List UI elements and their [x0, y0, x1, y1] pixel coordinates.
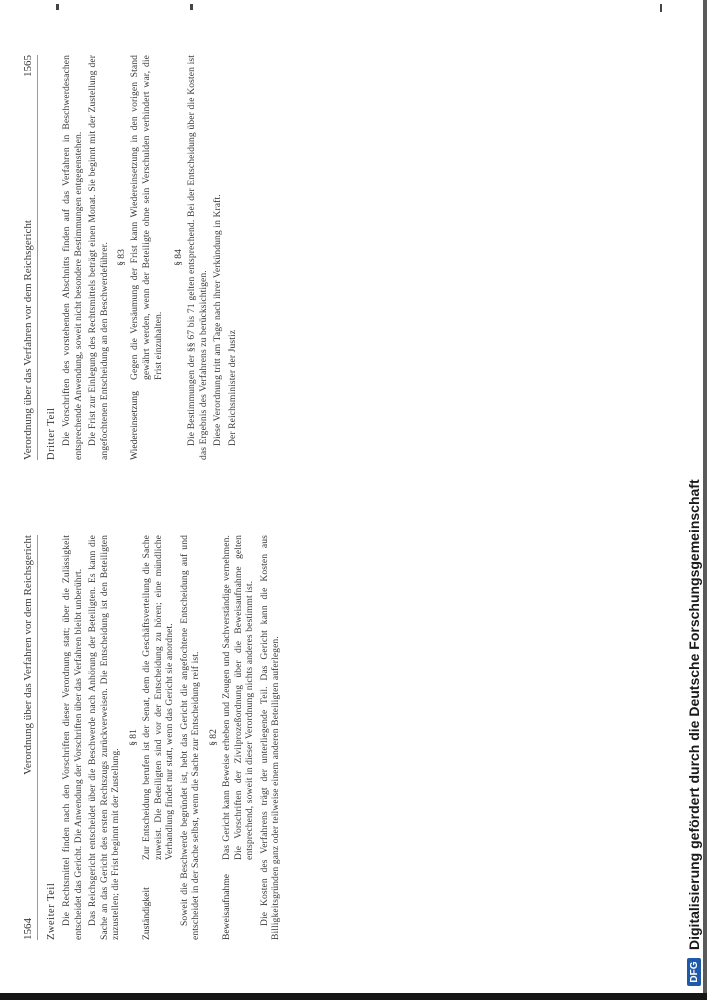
dfg-logo: DFG [687, 958, 701, 986]
right-page-number: 1565 [22, 55, 34, 77]
section-row [129, 55, 167, 460]
left-page-header [22, 535, 38, 940]
section-number: § 82 [207, 729, 219, 746]
section-row [141, 535, 179, 940]
section-row [221, 535, 259, 940]
right-page-body [61, 55, 239, 460]
paragraph: Soweit die Beschwerde begründet ist, hebt das Gericht die angefochtene Entscheidung auf und entscheidet in der Sache selbst, wenn die Sache zur Entscheidung reif ist. [178, 535, 202, 940]
funding-note: Digitalisierung gefördert durch die Deutsche Forschungsgemeinschaft [686, 479, 702, 950]
paragraph: Die Kosten des Verfahrens trägt der unterliegende Teil. Das Gericht kann die Kosten aus Billigkeitsgründen ganz oder teilweise einem anderen Beteiligten auferlegen. [258, 535, 282, 940]
left-page-body [61, 535, 282, 940]
paragraph: Das Gericht kann Beweise erheben und Zeugen und Sachverständige vernehmen. Die Vorschriften der Zivilprozeßordnung über die Beweisaufnahme gelten entsprechend, soweit in dieser Verordnung nichts anderes bestimmt ist. [220, 535, 256, 860]
paragraph: Die Vorschriften des vorstehenden Abschnitts finden auf das Verfahren in Beschwerdesachen entsprechende Anwendung, soweit nicht besondere Bestimmungen entgegenstehen. [61, 55, 84, 460]
paragraph: Der Reichsminister der Justiz [226, 329, 238, 446]
left-page-number: 1564 [22, 918, 34, 940]
left-page-title: Verordnung über das Verfahren vor dem Reichsgericht [22, 535, 34, 775]
right-page-header [22, 55, 38, 460]
marginal-note: Wiedereinsetzung [129, 391, 141, 460]
right-page-subhead: Dritter Teil [46, 407, 57, 460]
paragraph: Die Rechtsmittel finden nach den Vorschriften dieser Verordnung statt; über die Zulässigkeit entscheidet das Gericht. Die Anwendung der Vorschriften über das Verfahren bleibt unberührt. [61, 535, 84, 940]
paragraph: Die Bestimmungen der §§ 67 bis 71 gelten entsprechend. Bei der Entscheidung über die Kosten ist das Ergebnis des Verfahrens zu berücksichtigen. [186, 55, 209, 460]
marginal-note: Zuständigkeit [140, 887, 152, 940]
paragraph: Das Reichsgericht entscheidet über die Beschwerde nach Anhörung der Beteiligten. Es kann die Sache an das Gericht des ersten Rechtszugs zurückverweisen. Die Entscheidung ist den Beteiligten zuzustellen; die Frist beginnt mit der Zustellung. [87, 535, 122, 940]
section-number: § 81 [127, 729, 139, 746]
left-page-subhead: Zweiter Teil [46, 882, 57, 940]
right-page-title: Verordnung über das Verfahren vor dem Reichsgericht [22, 220, 34, 460]
paragraph: Die Frist zur Einlegung des Rechtsmittels beträgt einen Monat. Sie beginnt mit der Zustellung der angefochtenen Entscheidung an den Beschwerdeführer. [87, 55, 110, 460]
right-page [22, 55, 682, 460]
left-page [22, 535, 682, 940]
paragraph: Zur Entscheidung berufen ist der Senat, dem die Geschäftsverteilung die Sache zuweist. Die Beteiligten sind vor der Entscheidung zu hören; eine mündliche Verhandlung findet nur statt, wenn das Gericht sie anordnet. [140, 535, 176, 860]
section-number: § 83 [116, 249, 128, 266]
paragraph: Diese Verordnung tritt am Tage nach ihrer Verkündung in Kraft. [212, 194, 224, 446]
digitization-footer [684, 0, 704, 1000]
marginal-note: Beweisaufnahme [220, 873, 232, 940]
paragraph: Gegen die Versäumung der Frist kann Wiedereinsetzung in den vorigen Stand gewährt werden, wenn der Beteiligte ohne sein Verschulden verhindert war, die Frist einzuhalten. [129, 55, 164, 380]
section-number: § 84 [173, 249, 185, 266]
